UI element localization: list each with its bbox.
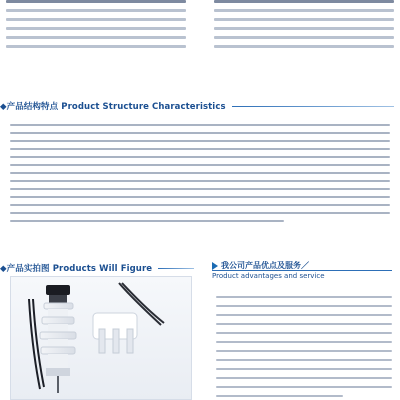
text-line-placeholder [214,18,394,21]
text-line-placeholder [216,377,392,379]
section-divider-line [158,268,194,269]
insulator-shed [40,332,76,339]
text-line-placeholder [216,341,392,343]
section-bullet-icon [212,262,218,270]
text-line-placeholder [10,124,390,126]
text-line-placeholder [6,0,186,3]
text-line-placeholder [10,164,390,166]
text-line-placeholder [10,212,390,214]
text-line-placeholder [214,45,394,48]
cable-lead [33,299,44,387]
text-line-placeholder [10,148,390,150]
insulator-body [48,309,68,317]
insulator-body [48,324,68,332]
text-line-placeholder [10,180,390,182]
text-line-placeholder [10,196,390,198]
text-line-placeholder [6,45,186,48]
insulator-shed [42,317,74,324]
connector-neck [49,295,67,303]
product-photo [10,276,192,400]
section-divider-line [212,270,392,271]
text-line-placeholder [214,9,394,12]
text-line-placeholder [214,36,394,39]
text-line-placeholder [216,314,392,316]
terminal-post [113,329,119,353]
insulator-body [48,354,68,368]
text-line-placeholder [216,296,392,298]
text-line-placeholder [216,386,392,388]
text-line-placeholder [10,188,390,190]
text-line-placeholder [216,350,392,352]
top-left-text-column [6,0,186,64]
figure-section-title: ◆产品实拍图 Products Will Figure [0,264,153,274]
figure-section-header [0,260,200,276]
text-line-placeholder [10,132,390,134]
structure-body-text [10,124,390,228]
top-cropped-text-band [0,0,400,64]
section-divider-line [232,106,394,107]
insulator-shed [44,303,73,309]
insulator-base [46,368,70,376]
text-line-placeholder [216,368,392,370]
text-line-placeholder [216,323,392,325]
text-line-placeholder [10,204,390,206]
terminal-post [99,329,105,353]
text-line-placeholder [216,332,392,334]
insulator-shed [41,347,75,354]
text-line-placeholder [214,27,394,30]
text-line-placeholder [6,27,186,30]
insulator-body [48,339,68,347]
structure-section-title: ◆产品结构特点 Product Structure Characteristics [0,102,226,112]
text-line-placeholder [10,172,390,174]
text-line-placeholder [216,305,392,307]
text-line-placeholder [10,140,390,142]
connector-cap [46,285,70,295]
text-line-placeholder [10,156,390,158]
text-line-placeholder [216,395,343,397]
text-line-placeholder [216,359,392,361]
lower-area [0,260,400,400]
text-line-placeholder [6,18,186,21]
advantages-section-title: 我公司产品优点及服务／ [221,261,309,270]
advantages-body-text [216,296,392,400]
text-line-placeholder [6,36,186,39]
terminal-post [127,329,133,353]
text-line-placeholder [6,9,186,12]
product-photo-illustration [11,277,191,399]
top-right-text-column [214,0,394,64]
advantages-section-subtitle: Product advantages and service [212,272,325,280]
structure-section-header [0,98,400,114]
text-line-placeholder [214,0,394,3]
text-line-placeholder [10,220,284,222]
